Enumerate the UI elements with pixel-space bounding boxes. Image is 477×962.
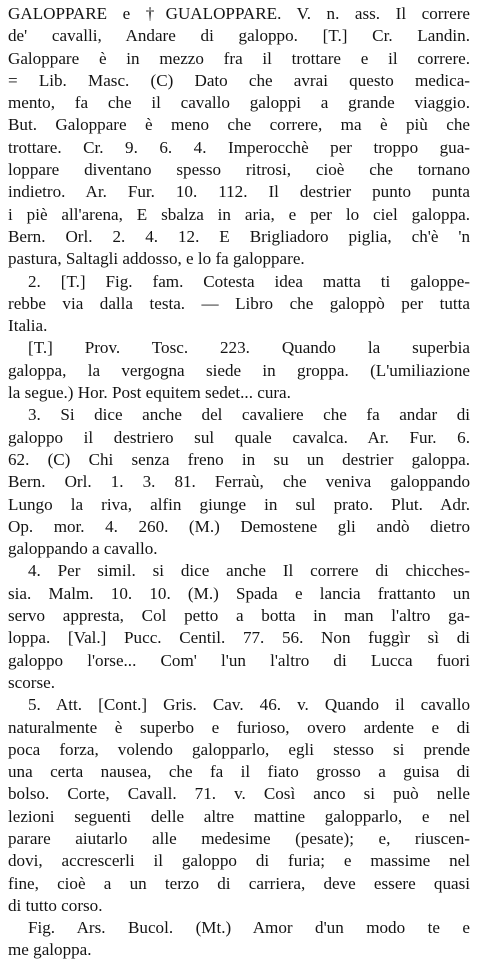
text-line: Lungo la riva, alfin giunge in sul prato. Plut. Adr. <box>8 494 470 514</box>
entry-figurative-cont <box>8 939 470 961</box>
text-line: la segue.) Hor. Post equitem sedet... cura. <box>8 383 291 403</box>
entry-definition-5-cont <box>8 717 470 918</box>
text-line: lezioni seguenti delle altre mattine galopparlo, e nel <box>8 806 470 826</box>
text-line: Fig. Ars. Bucol. (Mt.) Amor d'un modo te e <box>28 918 470 938</box>
text-line: dovi, accrescerli il galoppo di furia; e massime nel <box>8 851 470 871</box>
text-line: loppare diventano spesso ritrosi, cioè che tornano <box>8 160 470 180</box>
text-line: 5. Att. [Cont.] Gris. Cav. 46. v. Quando il cavallo <box>28 695 470 715</box>
text-line: Bern. Orl. 2. 4. 12. E Brigliadoro piglia, ch'è 'n <box>8 226 470 246</box>
text-line: = Lib. Masc. (C) Dato che avrai questo medica- <box>8 70 470 90</box>
text-line: di tutto corso. <box>8 895 103 915</box>
entry-definition-4 <box>8 560 470 582</box>
text-line: poca forza, volendo galopparlo, egli stesso si prende <box>8 739 470 759</box>
text-line: mento, fa che il cavallo galoppi a grande viaggio. <box>8 93 470 113</box>
text-line: Italia. <box>8 316 48 336</box>
entry-definition-4-cont <box>8 583 470 694</box>
text-line: 2. [T.] Fig. fam. Cotesta idea matta ti galoppe- <box>28 271 470 291</box>
text-line: pastura, Saltagli addosso, e lo fa galoppare. <box>8 249 305 269</box>
text-line: sia. Malm. 10. 10. (M.) Spada e lancia frattanto un <box>8 583 470 603</box>
text-line: loppa. [Val.] Pucc. Centil. 77. 56. Non fuggìr sì di <box>8 628 470 648</box>
text-line: Galoppare è in mezzo fra il trottare e il correre. <box>8 48 470 68</box>
entry-definition-2-cont <box>8 293 470 338</box>
entry-definition-3 <box>8 404 470 426</box>
entry-figurative <box>8 917 470 939</box>
text-line: i piè all'arena, E sbalza in aria, e per lo ciel galoppa. <box>8 204 470 224</box>
text-line: [T.] Prov. Tosc. 223. Quando la superbia <box>28 338 470 358</box>
text-line: Bern. Orl. 1. 3. 81. Ferraù, che veniva galoppando <box>8 472 470 492</box>
entry-proverb <box>8 337 470 359</box>
text-line: rebbe via dalla testa. — Libro che galoppò per tutta <box>8 293 470 313</box>
text-line: GALOPPARE e †GUALOPPARE. V. n. ass. Il correre <box>8 4 470 23</box>
text-line: 4. Per simil. si dice anche Il correre di chicches- <box>28 561 470 581</box>
text-line: parare aiutarlo alle medesime (pesate); e, riuscen- <box>8 828 470 848</box>
text-line: scorse. <box>8 672 55 692</box>
text-line: galoppo il destriero sul quale cavalca. Ar. Fur. 6. <box>8 427 470 447</box>
entry-definition-2 <box>8 271 470 293</box>
text-line: trottare. Cr. 9. 6. 4. Imperocchè per troppo gua- <box>8 137 470 157</box>
text-line: galoppa, la vergogna siede in groppa. (L'umiliazione <box>8 360 470 380</box>
entry-definition-3-cont <box>8 427 470 561</box>
text-line: 3. Si dice anche del cavaliere che fa andar di <box>28 405 470 425</box>
text-line: galoppando a cavallo. <box>8 539 158 559</box>
text-line: 62. (C) Chi senza freno in su un destrier galoppa. <box>8 449 470 469</box>
text-line: But. Galoppare è meno che correre, ma è più che <box>8 115 470 135</box>
text-line: bolso. Corte, Cavall. 71. v. Così anco si può nelle <box>8 784 470 804</box>
entry-definition-5 <box>8 694 470 716</box>
text-line: de' cavalli, Andare di galoppo. [T.] Cr. Landin. <box>8 26 470 46</box>
text-line: fine, cioè a un terzo di carriera, deve essere quasi <box>8 873 470 893</box>
text-line: una certa nausea, che fa il fiato grosso a guisa di <box>8 762 470 782</box>
text-line: indietro. Ar. Fur. 10. 112. Il destrier punto punta <box>8 182 470 202</box>
text-line: galoppo l'orse... Com' l'un l'altro di Lucca fuori <box>8 650 470 670</box>
entry-definition-1 <box>8 3 470 271</box>
entry-proverb-cont <box>8 360 470 405</box>
text-line: me galoppa. <box>8 940 92 960</box>
text-line: Op. mor. 4. 260. (M.) Demostene gli andò dietro <box>8 516 470 536</box>
text-line: naturalmente è superbo e furioso, overo ardente e di <box>8 717 470 737</box>
text-line: servo appresta, Col petto a botta in man l'altro ga- <box>8 606 470 626</box>
